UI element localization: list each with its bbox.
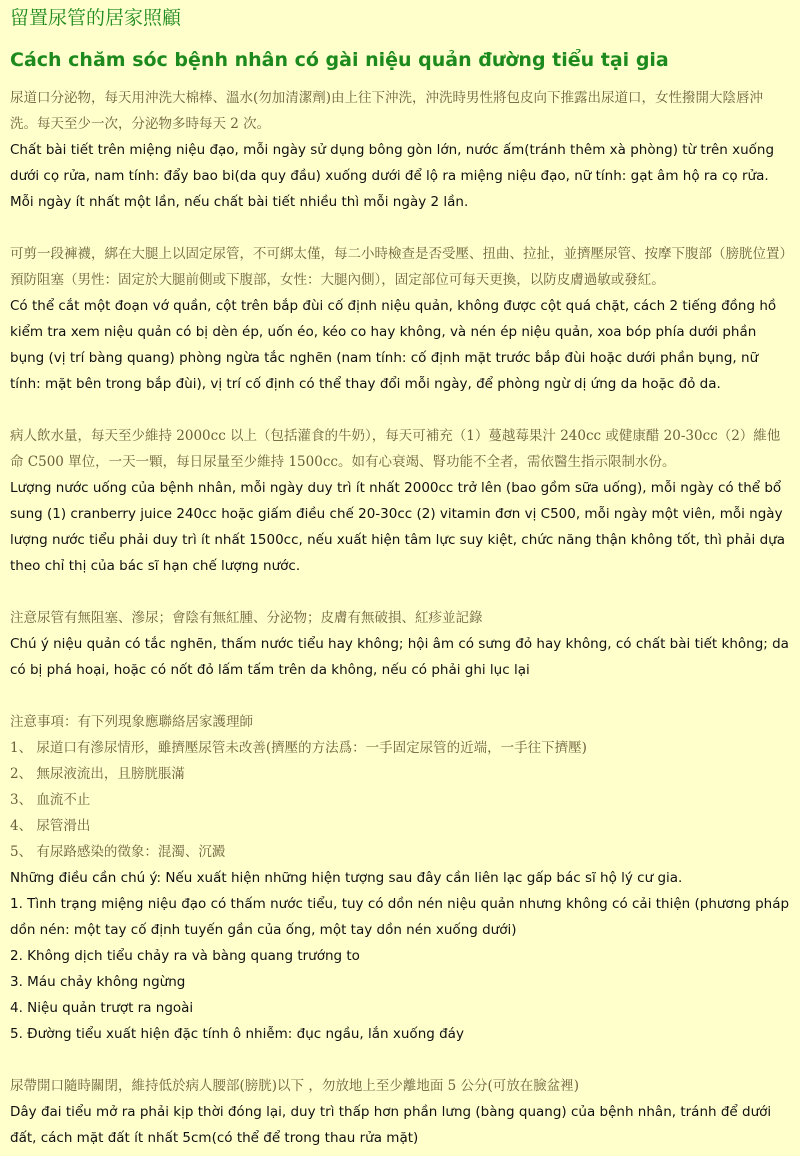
- section-urethral-cleaning: [10, 85, 790, 215]
- section-chinese-text: 尿道口分泌物，每天用沖洗大棉棒、溫水(勿加清潔劑)由上往下沖洗，沖洗時男性將包皮向下推露出尿道口，女性撥開大陰唇沖洗。每天至少一次，分泌物多時每天 2 次。: [10, 90, 764, 132]
- warning-heading-vietnamese: Những điều cần chú ý: Nếu xuất hiện những hiện tượng sau đây cần liên lạc gấp bác sĩ hộ lý cư gia.: [10, 870, 683, 886]
- warning-item-vietnamese: 1. Tình trạng miệng niệu đạo có thấm nước tiểu, tuy có dồn nén niệu quản nhưng không có cải thiện (phương pháp dồn nén: một tay cố định tuyến gần của ống, một tay dồn nén xuống dưới): [10, 896, 790, 938]
- section-chinese-text: 注意尿管有無阻塞、滲尿；會陰有無紅腫、分泌物；皮膚有無破損、紅疹並記錄: [10, 610, 483, 626]
- section-urine-bag: [10, 1073, 790, 1151]
- page-title-chinese: 留置尿管的居家照顧: [10, 7, 182, 29]
- warning-item-vietnamese: 4. Niệu quản trượt ra ngoài: [10, 1000, 194, 1016]
- section-fluid-intake: [10, 423, 790, 579]
- section-vietnamese-text: Lượng nước uống của bệnh nhân, mỗi ngày duy trì ít nhất 2000cc trở lên (bao gồm sữa uống), mỗi ngày có thể bổ sung (1) cranberry juice 240cc hoặc giấm điều chế 20-30cc (2) vitamin đơn vị C500, mỗi ngày một viên, mỗi ngày lượng nước tiểu phải duy trì ít nhất 1500cc, nếu xuất hiện tâm lực suy kiệt, chức năng thận không tốt, thì phải dựa theo chỉ thị của bác sĩ hạn chế lượng nước.: [10, 480, 785, 574]
- warning-item-chinese: 1、 尿道口有滲尿情形，雖擠壓尿管未改善(擠壓的方法爲：一手固定尿管的近端，一手往下擠壓): [10, 740, 587, 756]
- section-vietnamese-text: Có thể cắt một đoạn vớ quần, cột trên bắp đùi cố định niệu quản, không được cột quá chặt, cách 2 tiếng đồng hồ kiểm tra xem niệu quản có bị dèn ép, uốn éo, kéo co hay không, và nén ép niệu quản, xoa bóp phía dưới phần bụng (vị trí bàng quang) phòng ngừa tắc nghẽn (nam tính: cố định mặt trước bắp đùi hoặc dưới phần bụng, nữ tính: mặt bên trong bắp đùi), vị trí cố định có thể thay đổi mỗi ngày, để phòng ngừ dị ứng da hoặc đỏ da.: [10, 298, 777, 392]
- section-chinese-text: 尿帶開口隨時關閉，維持低於病人腰部(膀胱)以下 ，勿放地上至少離地面 5 公分(可放在臉盆裡): [10, 1078, 580, 1094]
- warning-item-chinese: 3、 血流不止: [10, 792, 91, 808]
- section-observation: [10, 605, 790, 683]
- section-catheter-fixation: [10, 241, 790, 397]
- warning-item-vietnamese: 5. Đường tiểu xuất hiện đặc tính ô nhiễm: đục ngầu, lắn xuống đáy: [10, 1026, 464, 1042]
- section-chinese-text: 可剪一段褲襪，綁在大腿上以固定尿管，不可綁太僅，每二小時檢查是否受壓、扭曲、拉扯，並擠壓尿管、按摩下腹部（膀胱位置）預防阻塞（男性：固定於大腿前側或下腹部，女性：大腿內側），固定部位可每天更換，以防皮膚過敏或發紅。: [10, 246, 787, 288]
- section-warning-signs: [10, 709, 790, 1047]
- warning-vietnamese-list: [10, 865, 790, 1047]
- document-content: [10, 85, 790, 1151]
- warning-item-vietnamese: 2. Không dịch tiểu chảy ra và bàng quang trướng to: [10, 948, 360, 964]
- warning-item-vietnamese: 3. Máu chảy không ngừng: [10, 974, 186, 990]
- warning-heading-chinese: 注意事項：有下列現象應聯絡居家護理師: [10, 714, 253, 730]
- section-vietnamese-text: Chú ý niệu quản có tắc nghẽn, thấm nước tiểu hay không; hội âm có sưng đỏ hay không, có chất bài tiết không; da có bị phá hoại, hoặc có nốt đỏ lấm tấm trên da không, nếu có phải ghi lục lại: [10, 636, 789, 678]
- section-chinese-text: 病人飲水量，每天至少維持 2000cc 以上（包括灌食的牛奶），每天可補充（1）蔓越莓果汁 240cc 或健康醋 20-30cc（2）維他命 C500 單位，一天一顆，每日尿量至少維持 1500cc。如有心衰竭、腎功能不全者，需依醫生指示限制水份。: [10, 428, 781, 470]
- section-vietnamese-text: Dây đai tiểu mở ra phải kịp thời đóng lại, duy trì thấp hơn phần lưng (bàng quang) của bệnh nhân, tránh để dưới đất, cách mặt đất ít nhất 5cm(có thể để trong thau rửa mặt): [10, 1104, 772, 1146]
- warning-item-chinese: 5、 有尿路感染的徵象：混濁、沉澱: [10, 844, 226, 860]
- warning-item-chinese: 2、 無尿液流出，且膀胱脹滿: [10, 766, 185, 782]
- page-title-vietnamese: Cách chăm sóc bệnh nhân có gài niệu quản đường tiểu tại gia: [10, 49, 669, 71]
- warning-chinese-list: [10, 709, 790, 865]
- section-vietnamese-text: Chất bài tiết trên miệng niệu đạo, mỗi ngày sử dụng bông gòn lớn, nước ấm(tránh thêm xà phòng) từ trên xuống dưới cọ rửa, nam tính: đẩy bao bi(da quy đầu) xuống dưới để lộ ra miệng niệu đạo, nữ tính: gạt âm hộ ra cọ rửa. Mỗi ngày ít nhất một lần, nếu chất bài tiết nhiều thì mỗi ngày 2 lần.: [10, 142, 775, 210]
- warning-item-chinese: 4、 尿管滑出: [10, 818, 91, 834]
